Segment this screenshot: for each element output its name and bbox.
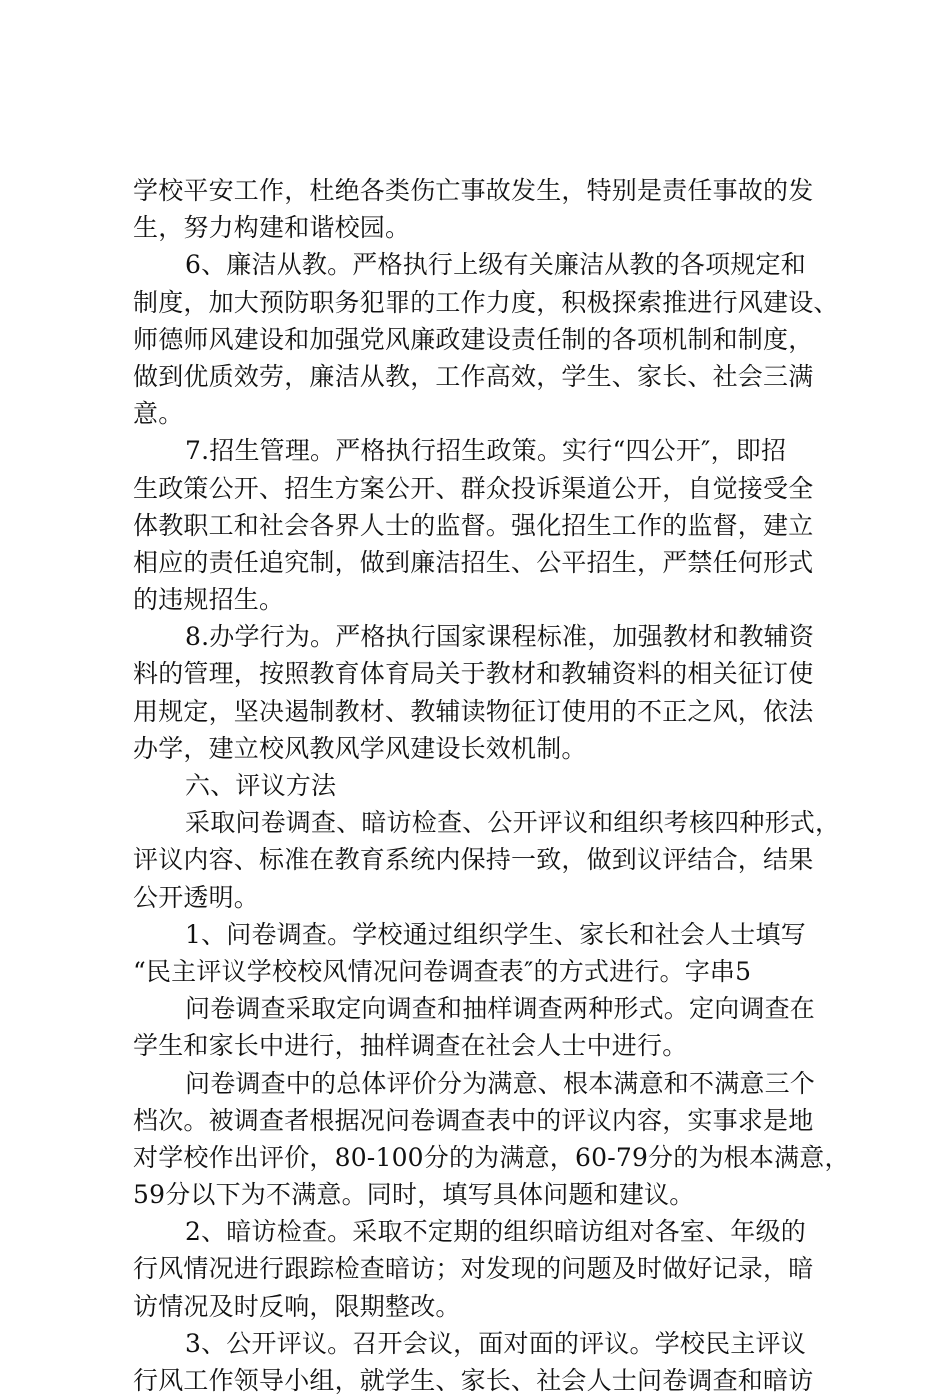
text-line: 六、评议方法 — [185, 771, 337, 800]
text-line: 体教职工和社会各界人士的监督。强化招生工作的监督，建立 — [133, 510, 814, 540]
document-body — [133, 172, 850, 1399]
text-line: 档次。被调查者根据况问卷调查表中的评议内容，实事求是地 — [133, 1105, 814, 1135]
text-line: 制度，加大预防职务犯罪的工作力度，积极探索推进行风建设、 — [133, 287, 839, 317]
text-line: 2、暗访检查。采取不定期的组织暗访组对各室、年级的 — [185, 1217, 806, 1247]
text-line: 学校平安工作，杜绝各类伤亡事故发生，特别是责任事故的发 — [133, 176, 814, 205]
text-line: 采取问卷调查、暗访检查、公开评议和组织考核四种形式， — [185, 808, 841, 838]
text-line: 的违规招生。 — [133, 585, 285, 615]
text-line: 6、廉洁从教。严格执行上级有关廉洁从教的各项规定和 — [185, 250, 806, 280]
text-line: 师德师风建设和加强党风廉政建设责任制的各项机制和制度， — [133, 324, 814, 354]
text-line: 59分以下为不满意。同时，填写具体问题和建议。 — [133, 1180, 695, 1210]
text-line: 对学校作出评价，80-100分的为满意，60-79分的为根本满意， — [133, 1142, 850, 1172]
text-line: 7.招生管理。严格执行招生政策。实行“四公开″，即招 — [185, 436, 787, 466]
text-line: 8.办学行为。严格执行国家课程标准，加强教材和教辅资 — [185, 622, 815, 652]
text-line: 学生和家长中进行，抽样调查在社会人士中进行。 — [133, 1031, 688, 1061]
text-line: 问卷调查采取定向调查和抽样调查两种形式。定向调查在 — [185, 994, 816, 1024]
text-line: 行风工作领导小组，就学生、家长、社会人士问卷调查和暗访 — [133, 1366, 814, 1395]
text-line: 公开透明。 — [133, 882, 260, 912]
text-line: 生政策公开、招生方案公开、群众投诉渠道公开，自觉接受全 — [133, 473, 814, 503]
text-line: 办学，建立校风教风学风建设长效机制。 — [133, 733, 587, 763]
text-line: 生，努力构建和谐校园。 — [133, 213, 411, 243]
text-line: 相应的责任追究制，做到廉洁招生、公平招生，严禁任何形式 — [133, 547, 814, 577]
text-line: “民主评议学校校风情况问卷调查表″的方式进行。字串5 — [133, 956, 752, 986]
text-line: 行风情况进行跟踪检查暗访；对发现的问题及时做好记录，暗 — [133, 1254, 814, 1284]
text-line: 3、公开评议。召开会议，面对面的评议。学校民主评议 — [185, 1328, 806, 1358]
text-line: 评议内容、标准在教育系统内保持一致，做到议评结合，结果 — [133, 845, 814, 875]
text-line: 访情况及时反响，限期整改。 — [133, 1291, 461, 1321]
text-line: 料的管理，按照教育体育局关于教材和教辅资料的相关征订使 — [133, 659, 814, 689]
text-line: 用规定，坚决遏制教材、教辅读物征订使用的不正之风，依法 — [133, 696, 814, 726]
text-line: 做到优质效劳，廉洁从教，工作高效，学生、家长、社会三满 — [133, 361, 814, 391]
text-line: 意。 — [133, 399, 184, 429]
text-line: 1、问卷调查。学校通过组织学生、家长和社会人士填写 — [185, 919, 806, 949]
text-line: 问卷调查中的总体评价分为满意、根本满意和不满意三个 — [185, 1068, 816, 1098]
